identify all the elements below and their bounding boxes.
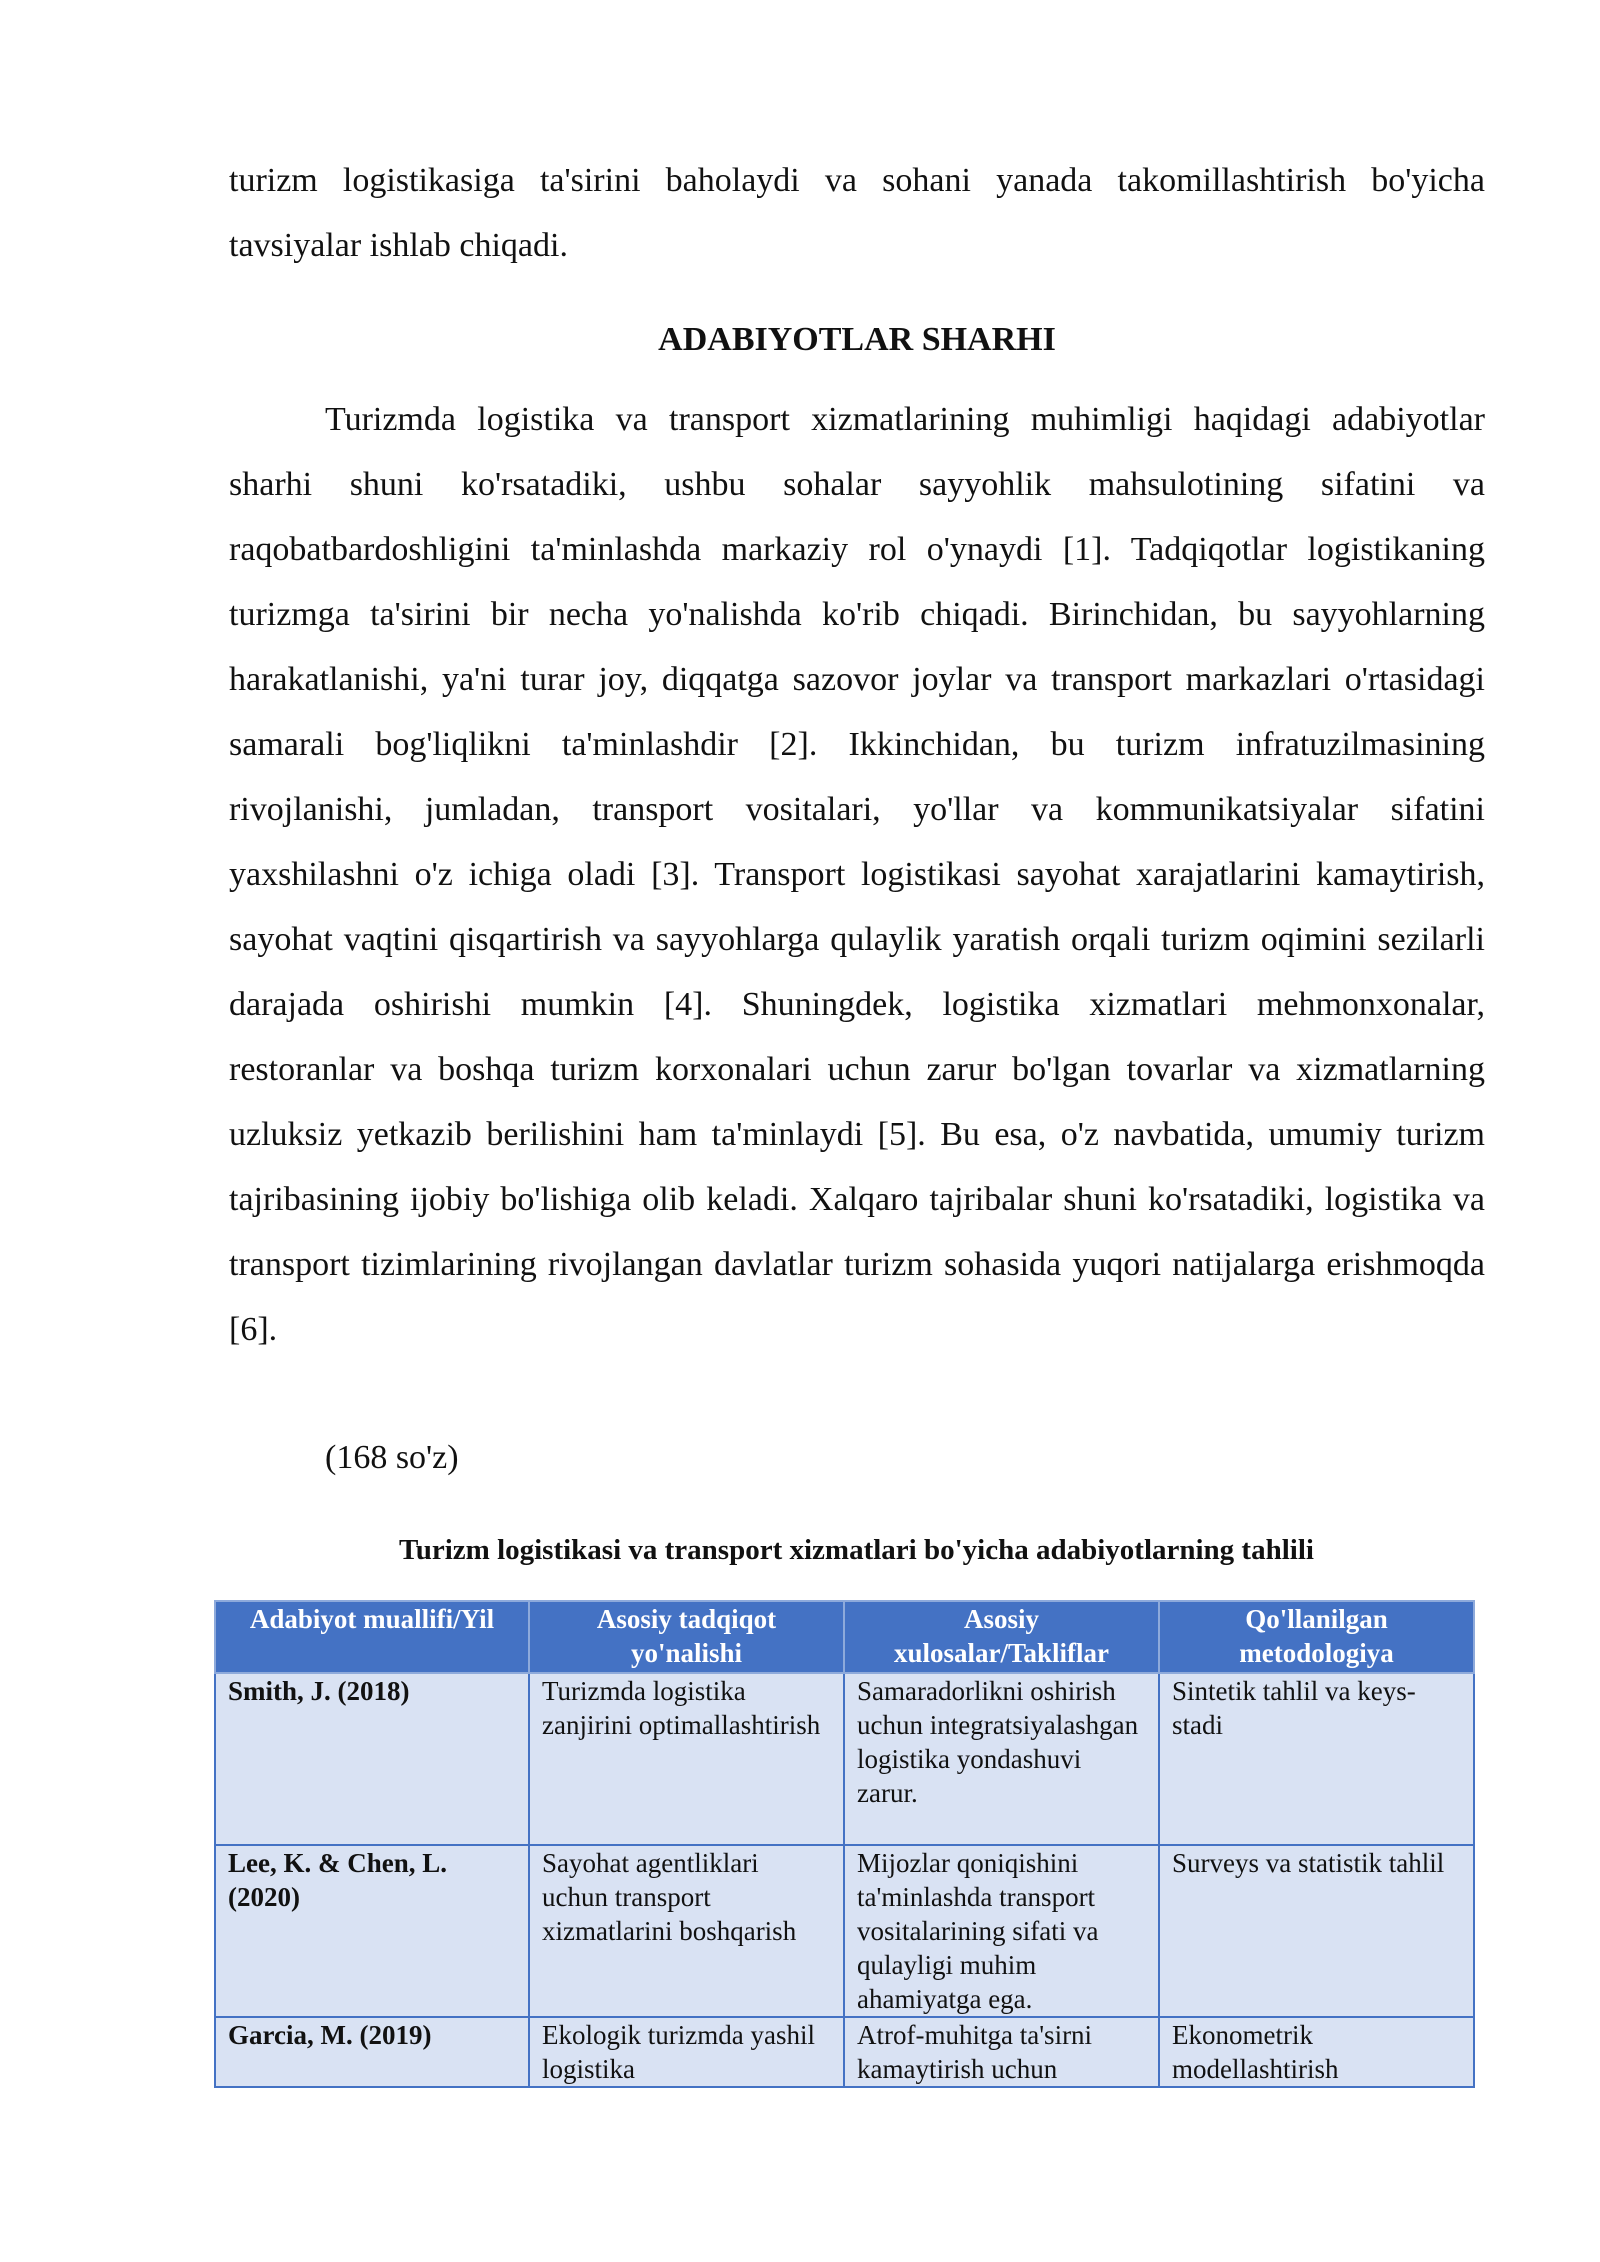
header-conclusions: Asosiy xulosalar/Takliflar: [844, 1601, 1159, 1673]
cell-author: Smith, J. (2018): [215, 1673, 529, 1845]
cell-direction: Turizmda logistika zanjirini optimallashtirish: [529, 1673, 844, 1845]
table-row: [215, 1673, 1474, 1845]
cell-author: Garcia, M. (2019): [215, 2017, 529, 2087]
word-count: (168 so'z): [325, 1439, 459, 1476]
table-row: [215, 2017, 1474, 2087]
literature-table: [214, 1600, 1475, 2088]
table-row: [215, 1845, 1474, 2017]
cell-conclusion: Samaradorlikni oshirish uchun integratsiyalashgan logistika yondashuvi zarur.: [844, 1673, 1159, 1845]
literature-review-paragraph: Turizmda logistika va transport xizmatlarining muhimligi haqidagi adabiyotlar sharhi shuni ko'rsatadiki, ushbu sohalar sayyohlik mahsulotining sifatini va raqobatbardoshligini ta'minlashda markaziy rol o'ynaydi [1]. Tadqiqotlar logistikaning turizmga ta'sirini bir necha yo'nalishda ko'rib chiqadi. Birinchidan, bu sayyohlarning harakatlanishi, ya'ni turar joy, diqqatga sazovor joylar va transport markazlari o'rtasidagi samarali bog'liqlikni ta'minlashdir [2]. Ikkinchidan, bu turizm infratuzilmasining rivojlanishi, jumladan, transport vositalari, yo'llar va kommunikatsiyalar sifatini yaxshilashni o'z ichiga oladi [3]. Transport logistikasi sayohat xarajatlarini kamaytirish, sayohat vaqtini qisqartirish va sayyohlarga qulaylik yaratish orqali turizm oqimini sezilarli darajada oshirishi mumkin [4]. Shuningdek, logistika xizmatlari mehmonxonalar, restoranlar va boshqa turizm korxonalari uchun zarur bo'lgan tovarlar va xizmatlarning uzluksiz yetkazib berilishini ham ta'minlaydi [5]. Bu esa, o'z navbatida, umumiy turizm tajribasining ijobiy bo'lishiga olib keladi. Xalqaro tajribalar shuni ko'rsatadiki, logistika va transport tizimlarining rivojlangan davlatlar turizm sohasida yuqori natijalarga erishmoqda [6].: [229, 401, 1485, 1348]
header-research-direction: Asosiy tadqiqot yo'nalishi: [529, 1601, 844, 1673]
header-methodology: Qo'llanilgan metodologiya: [1159, 1601, 1474, 1673]
cell-direction: Sayohat agentliklari uchun transport xizmatlarini boshqarish: [529, 1845, 844, 2017]
intro-paragraph: turizm logistikasiga ta'sirini baholaydi va sohani yanada takomillashtirish bo'yicha tavsiyalar ishlab chiqadi.: [229, 162, 1485, 264]
cell-methodology: Surveys va statistik tahlil: [1159, 1845, 1474, 2017]
cell-author: Lee, K. & Chen, L. (2020): [215, 1845, 529, 2017]
section-heading: ADABIYOTLAR SHARHI: [658, 321, 1056, 358]
cell-conclusion: Atrof-muhitga ta'sirni kamaytirish uchun: [844, 2017, 1159, 2087]
cell-methodology: Ekonometrik modellashtirish: [1159, 2017, 1474, 2087]
cell-conclusion: Mijozlar qoniqishini ta'minlashda transport vositalarining sifati va qulayligi muhim ahamiyatga ega.: [844, 1845, 1159, 2017]
header-author-year: Adabiyot muallifi/Yil: [215, 1601, 529, 1673]
cell-direction: Ekologik turizmda yashil logistika: [529, 2017, 844, 2087]
cell-methodology: Sintetik tahlil va keys-stadi: [1159, 1673, 1474, 1845]
table-header-row: [215, 1601, 1474, 1673]
table-title: Turizm logistikasi va transport xizmatlari bo'yicha adabiyotlarning tahlili: [399, 1534, 1314, 1566]
